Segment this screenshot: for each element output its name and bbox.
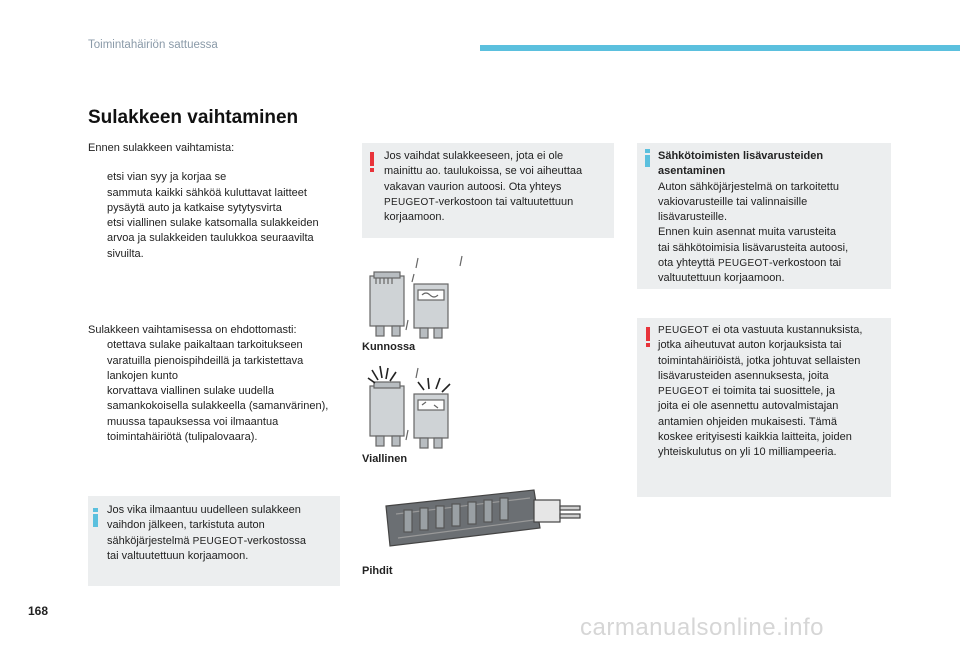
list-item: pysäytä auto ja katkaise sytytysvirta (107, 201, 282, 214)
fuse-ok-figure (362, 254, 472, 340)
warning-icon (646, 327, 650, 341)
figure-label-pliers: Pihdit (362, 565, 393, 577)
watermark: carmanualsonline.info (580, 614, 824, 641)
info-icon (93, 514, 98, 527)
intro-text-2: Sulakkeen vaihtamisessa on ehdottomasti: (88, 324, 297, 336)
page-title: Sulakkeen vaihtaminen (88, 107, 299, 128)
column-1-instructions (88, 141, 344, 262)
list-item: korvattava viallinen sulake uudella samankokoisella sulakkeella (samanvärinen), muussa tapauksessa voi ilmaantua toimintahäiriötä (tulipalovaara). (107, 385, 329, 444)
list-item: sammuta kaikki sähköä kuluttavat laitteet (107, 186, 307, 199)
page-number: 168 (28, 604, 49, 618)
fuse-pliers-figure (384, 484, 584, 554)
info-box-fault-recurs (88, 496, 340, 586)
warning-box-wrong-fuse (362, 143, 614, 238)
warning-box-text: PEUGEOT ei ota vastuuta kustannuksista, jotka aiheutuvat auton korjauksista tai toimintahäiriöistä, jotka johtuvat sellaisten lisävarusteiden asennuksesta, joita PEUGEOT ei toimita tai suosittele, ja joita ei ole asennettu autovalmistajan antamien ohjeiden mukaisesti. Tämä koskee erityisesti kaikkia laitteita, joiden yhteiskulutus on yli 10 milliampeeria. (658, 324, 863, 459)
info-box-text: Jos vika ilmaantuu uudelleen sulakkeen vaihdon jälkeen, tarkistuta auton sähköjärjestelmä PEUGEOT-verkostossa tai valtuutettuun korjaamoon. (107, 504, 306, 562)
pre-steps-list (88, 170, 344, 262)
list-item: etsi viallinen sulake katsomalla sulakkeiden arvoa ja sulakkeiden taulukkoa seuraavilta sivuilta. (107, 217, 319, 260)
warning-box-text: Jos vaihdat sulakkeeseen, jota ei ole mainittu ao. taulukoissa, se voi aiheuttaa vakavan vaurion autoosi. Ota yhteys PEUGEOT-verkostoon tai valtuutettuun korjaamoon. (384, 150, 583, 224)
requirements-list (88, 338, 344, 445)
section-header-title: Toimintahäiriön sattuessa (88, 39, 218, 51)
figure-label-blown: Viallinen (362, 453, 408, 465)
warning-box-liability (637, 318, 891, 497)
list-item: otettava sulake paikaltaan tarkoitukseen varatuilla pienoispihdeillä ja tarkistettava lankojen kunto (107, 339, 304, 382)
list-item: etsi vian syy ja korjaa se (107, 171, 227, 184)
column-1-requirements (88, 323, 344, 445)
info-box-text: Sähkötoimisten lisävarusteiden asentaminen Auton sähköjärjestelmä on tarkoitettu vakiovarusteille tai valinnaisille lisävarusteille. Ennen kuin asennat muita varusteita tai sähkötoimisia lisävarusteita autoosi, ota yhteyttä PEUGEOT-verkostoon tai valtuutettuun korjaamoon. (658, 150, 849, 285)
figure-label-ok: Kunnossa (362, 341, 416, 353)
section-header-bar (480, 45, 960, 51)
info-icon (645, 155, 650, 167)
warning-icon (370, 152, 374, 166)
fuse-blown-figure (362, 364, 472, 450)
info-box-accessories (637, 143, 891, 289)
intro-text: Ennen sulakkeen vaihtamista: (88, 142, 235, 154)
